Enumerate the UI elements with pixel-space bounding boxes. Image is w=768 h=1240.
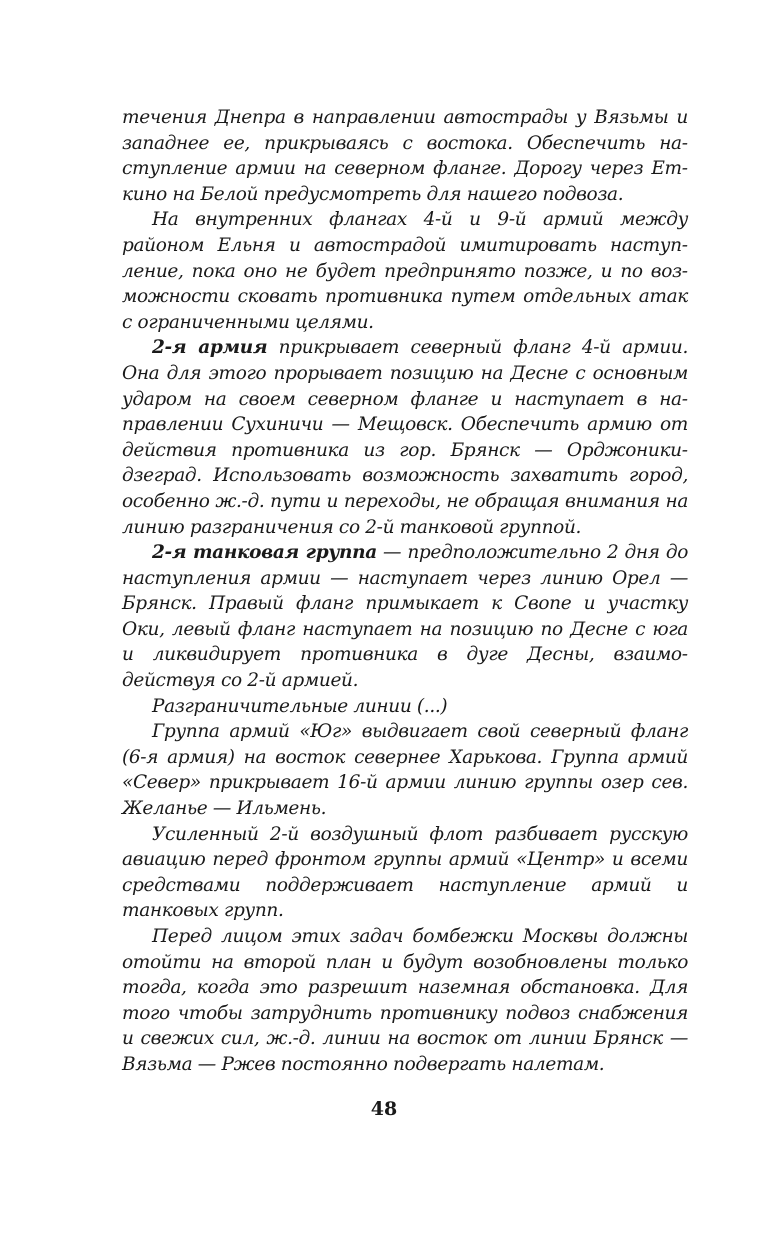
paragraph-7-text: Усиленный 2-й воздушный флот разбивает русскую авиацию перед фронтом группы армий «Центр» и всеми средствами поддерживает наступление армий и танковых групп. bbox=[122, 823, 688, 922]
page-number: 48 bbox=[370, 1098, 398, 1120]
paragraph-1-text: течения Днепра в направлении автострады у Вязьмы и западнее ее, прикрываясь с востока. Обеспечить наступление армии на северном фланге. Дорогу через Еткино на Белой предусмотреть для нашего подвоза. bbox=[122, 107, 688, 205]
paragraph-4-lead: 2-я танковая группа bbox=[152, 542, 377, 564]
paragraph-2-text: На внутренних флангах 4-й и 9-й армий между районом Ельня и автострадой имитировать наступление, пока оно не будет предпринято позже, и по возможности сковать противника путем отдельных атак с ограниченными целями. bbox=[122, 209, 688, 333]
paragraph-3-text: прикрывает северный фланг 4-й армии. Она для этого прорывает позицию на Десне с основным ударом на своем северном фланге и наступает в направлении Сухиничи — Мещовск. Обеспечить армию от действия противника из гор. Брянск — Орджоникидзеград. Использовать возможность захватить город, особенно ж.-д. пути и переходы, не обращая внимания на линию разграничения со 2-й танковой группой. bbox=[122, 337, 688, 538]
paragraph-1 bbox=[122, 105, 688, 207]
paragraph-2 bbox=[122, 207, 688, 335]
paragraph-8 bbox=[122, 924, 688, 1078]
paragraph-3 bbox=[122, 335, 688, 540]
page-body bbox=[122, 105, 688, 1078]
paragraph-3-lead: 2-я армия bbox=[152, 337, 268, 359]
paragraph-4-text: — предположительно 2 дня до наступления армии — наступает через линию Орел — Брянск. Правый фланг примыкает к Свопе и участку Оки, левый фланг наступает на позицию по Десне с юга и ликвидирует противника в дуге Десны, взаимодействуя со 2-й армией. bbox=[122, 542, 688, 692]
paragraph-7 bbox=[122, 822, 688, 924]
paragraph-5-text: Разграничительные линии (...) bbox=[152, 695, 448, 717]
paragraph-8-text: Перед лицом этих задач бомбежки Москвы должны отойти на второй план и будут возобновлены только тогда, когда это разрешит наземная обстановка. Для того чтобы затруднить противнику подвоз снабжения и свежих сил, ж.-д. линии на восток от линии Брянск — Вязьма — Ржев постоянно подвергать налетам. bbox=[122, 926, 688, 1075]
paragraph-6-text: Группа армий «Юг» выдвигает свой северный фланг (6-я армия) на восток севернее Харькова. Группа армий «Север» прикрывает 16-й армии линию группы озер сев. Желанье — Ильмень. bbox=[122, 721, 688, 820]
paragraph-6 bbox=[122, 719, 688, 821]
paragraph-5 bbox=[122, 694, 688, 720]
paragraph-4 bbox=[122, 540, 688, 694]
